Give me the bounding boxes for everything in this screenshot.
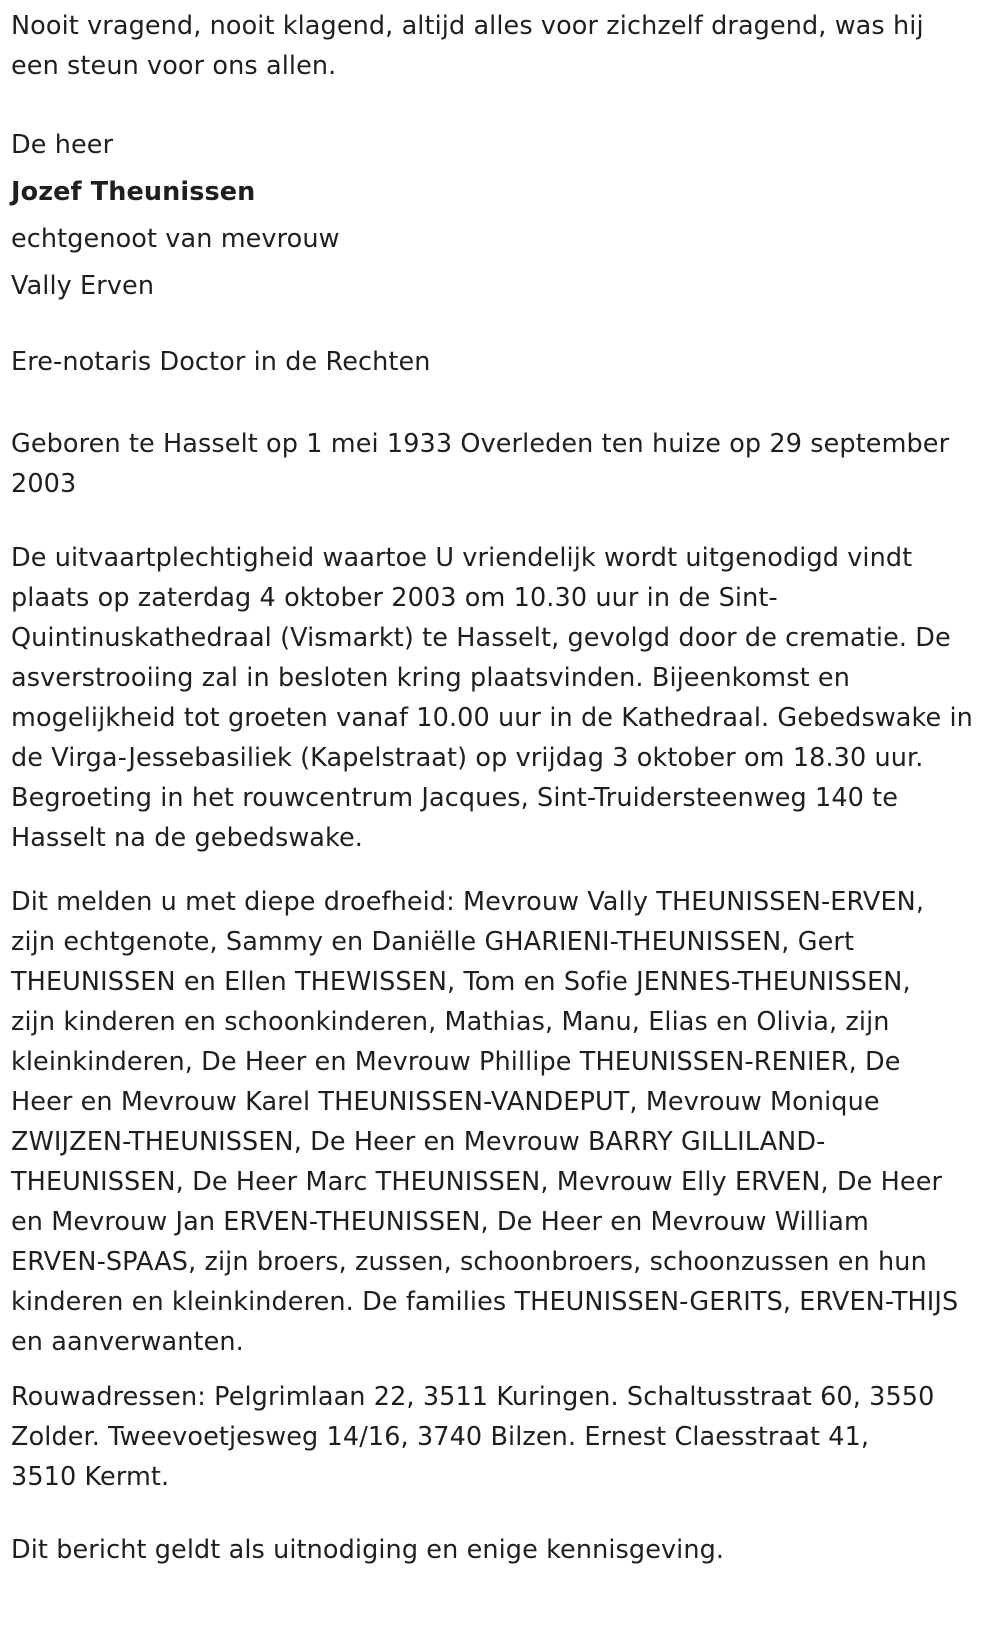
deceased-name: Jozef Theunissen [11,177,256,207]
spouse-name: Vally Erven [11,271,155,301]
closing-notice: Dit bericht geldt als uitnodiging en enige kennisgeving. [11,1535,725,1565]
condolence-addresses: Rouwadressen: Pelgrimlaan 22, 3511 Kuringen. Schaltusstraat 60, 3550 Zolder. Tweevoetjesweg 14/16, 3740 Bilzen. Ernest Claesstraat 41, 3510 Kermt. [11,1382,935,1492]
salutation: De heer [11,130,114,160]
professional-title: Ere-notaris Doctor in de Rechten [11,347,431,377]
family-announcement: Dit melden u met diepe droefheid: Mevrouw Vally THEUNISSEN-ERVEN, zijn echtgenote, Sammy en Daniëlle GHARIENI-THEUNISSEN, Gert THEUNISSEN en Ellen THEWISSEN, Tom en Sofie JENNES-THEUNISSEN, zijn kinderen en schoonkinderen, Mathias, Manu, Elias en Olivia, zijn kleinkinderen, De Heer en Mevrouw Phillipe THEUNISSEN-RENIER, De Heer en Mevrouw Karel THEUNISSEN-VANDEPUT, Mevrouw Monique ZWIJZEN-THEUNISSEN, De Heer en Mevrouw BARRY GILLILAND-THEUNISSEN, De Heer Marc THEUNISSEN, Mevrouw Elly ERVEN, De Heer en Mevrouw Jan ERVEN-THEUNISSEN, De Heer en Mevrouw William ERVEN-SPAAS, zijn broers, zussen, schoonbroers, schoonzussen en hun kinderen en kleinkinderen. De families THEUNISSEN-GERITS, ERVEN-THIJS en aanverwanten. [11,887,959,1357]
birth-death-text: Geboren te Hasselt op 1 mei 1933 Overleden ten huize op 29 september 2003 [11,429,950,499]
intro-text: Nooit vragend, nooit klagend, altijd alles voor zichzelf dragend, was hij een steun voor ons allen. [11,11,924,81]
spouse-prefix: echtgenoot van mevrouw [11,224,340,254]
funeral-details: De uitvaartplechtigheid waartoe U vriendelijk wordt uitgenodigd vindt plaats op zaterdag 4 oktober 2003 om 10.30 uur in de Sint-Quintinuskathedraal (Vismarkt) te Hasselt, gevolgd door de crematie. De asverstrooiing zal in besloten kring plaatsvinden. Bijeenkomst en mogelijkheid tot groeten vanaf 10.00 uur in de Kathedraal. Gebedswake in de Virga-Jessebasiliek (Kapelstraat) op vrijdag 3 oktober om 18.30 uur. Begroeting in het rouwcentrum Jacques, Sint-Truidersteenweg 140 te Hasselt na de gebedswake. [11,543,973,853]
